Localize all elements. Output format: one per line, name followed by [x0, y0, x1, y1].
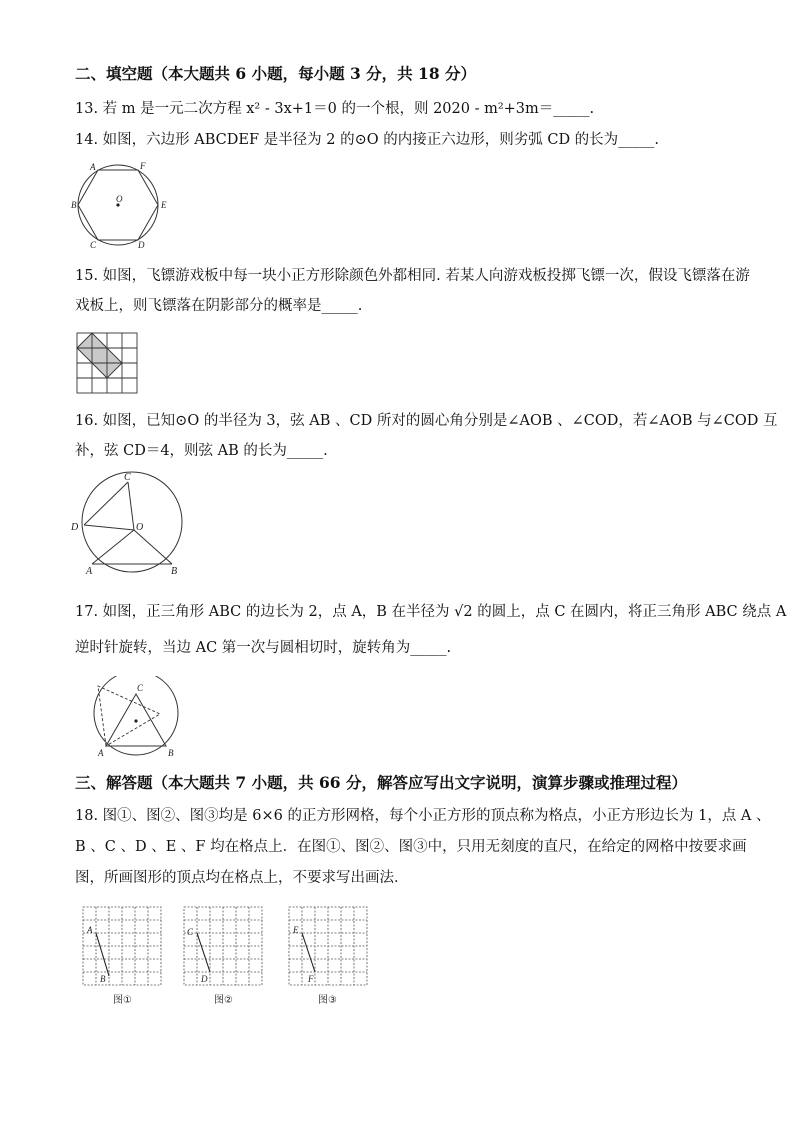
radius-od — [84, 525, 134, 530]
label-f: F — [140, 161, 146, 171]
rotated-triangle-dashed — [98, 686, 160, 746]
radius-ob — [134, 530, 172, 564]
question-18-line-2: B 、C 、D 、E 、F 均在格点上．在图①、图②、图③中，只用无刻度的直尺，在给定的网格中按要求画 — [75, 839, 747, 855]
label-d: D — [138, 240, 145, 250]
grid-2 — [184, 907, 262, 1006]
label-d: D — [201, 974, 208, 984]
question-16-line-1: 16. 如图，已知⊙O 的半径为 3，弦 AB 、CD 所对的圆心角分别是∠AOB 、∠COD，若∠AOB 与∠COD 互 — [75, 413, 778, 429]
question-15-line-1: 15. 如图，飞镖游戏板中每一块小正方形除颜色外都相同. 若某人向游戏板投掷飞镖一次，假设飞镖落在游 — [75, 268, 750, 284]
label-c: C — [187, 927, 194, 937]
radius-oc — [128, 482, 134, 530]
caption-fig-2: 图② — [214, 995, 233, 1006]
question-16-line-2: 补，弦 CD＝4，则弦 AB 的长为_____. — [75, 443, 328, 459]
label-o: O — [136, 522, 144, 533]
label-b: B — [100, 974, 106, 984]
circle — [94, 676, 178, 755]
question-18-line-1: 18. 图①、图②、图③均是 6×6 的正方形网格，每个小正方形的顶点称为格点，小正方形边长为 1，点 A 、 — [75, 808, 771, 824]
label-e: E — [161, 200, 167, 210]
section-2-heading: 二、填空题（本大题共 6 小题，每小题 3 分，共 18 分） — [75, 64, 477, 83]
label-c: C — [137, 683, 144, 693]
caption-fig-1: 图① — [113, 995, 132, 1006]
label-f: F — [308, 974, 314, 984]
label-b: B — [171, 566, 178, 577]
label-a: A — [98, 748, 104, 758]
label-b: B — [168, 748, 174, 758]
section-3-heading: 三、解答题（本大题共 7 小题，共 66 分，解答应写出文字说明，演算步骤或推理过程） — [75, 773, 687, 792]
label-e: E — [293, 925, 299, 935]
label-a: A — [90, 162, 96, 172]
circle-chords-figure — [68, 468, 188, 578]
question-13: 13. 若 m 是一元二次方程 x² - 3x+1＝0 的一个根，则 2020 - m²+3m＝_____. — [75, 101, 595, 117]
label-a: A — [87, 925, 93, 935]
rotating-triangle-figure — [92, 676, 186, 760]
grid-figures — [80, 904, 380, 1008]
question-14: 14. 如图，六边形 ABCDEF 是半径为 2 的⊙O 的内接正六边形，则劣弧 CD 的长为_____. — [75, 132, 660, 148]
label-a: A — [86, 566, 93, 577]
center-point — [134, 719, 137, 722]
label-o: O — [116, 194, 123, 204]
chord-cd — [84, 482, 128, 525]
question-18-line-3: 图，所画图形的顶点均在格点上，不要求写出画法． — [75, 870, 409, 886]
label-c: C — [124, 472, 131, 483]
label-c: C — [90, 240, 97, 250]
grid-3 — [289, 907, 367, 1006]
question-17-line-1: 17. 如图，正三角形 ABC 的边长为 2，点 A，B 在半径为 √2 的圆上，点 C 在圆内，将正三角形 ABC 绕点 A — [75, 604, 787, 620]
caption-fig-3: 图③ — [318, 995, 337, 1006]
dart-board-figure — [74, 331, 142, 395]
hexagon-figure — [70, 160, 170, 252]
radius-oa — [92, 530, 134, 564]
shaded-region — [77, 333, 122, 378]
segment-ef — [302, 933, 315, 972]
segment-ab — [96, 933, 109, 976]
grid-1 — [83, 907, 161, 1006]
question-17-line-2: 逆时针旋转，当边 AC 第一次与圆相切时，旋转角为_____. — [75, 640, 452, 656]
label-b: B — [71, 200, 77, 210]
segment-cd — [197, 933, 210, 972]
question-15-line-2: 戏板上，则飞镖落在阴影部分的概率是_____. — [75, 298, 363, 314]
label-d: D — [71, 522, 79, 533]
circle-o — [82, 472, 182, 572]
